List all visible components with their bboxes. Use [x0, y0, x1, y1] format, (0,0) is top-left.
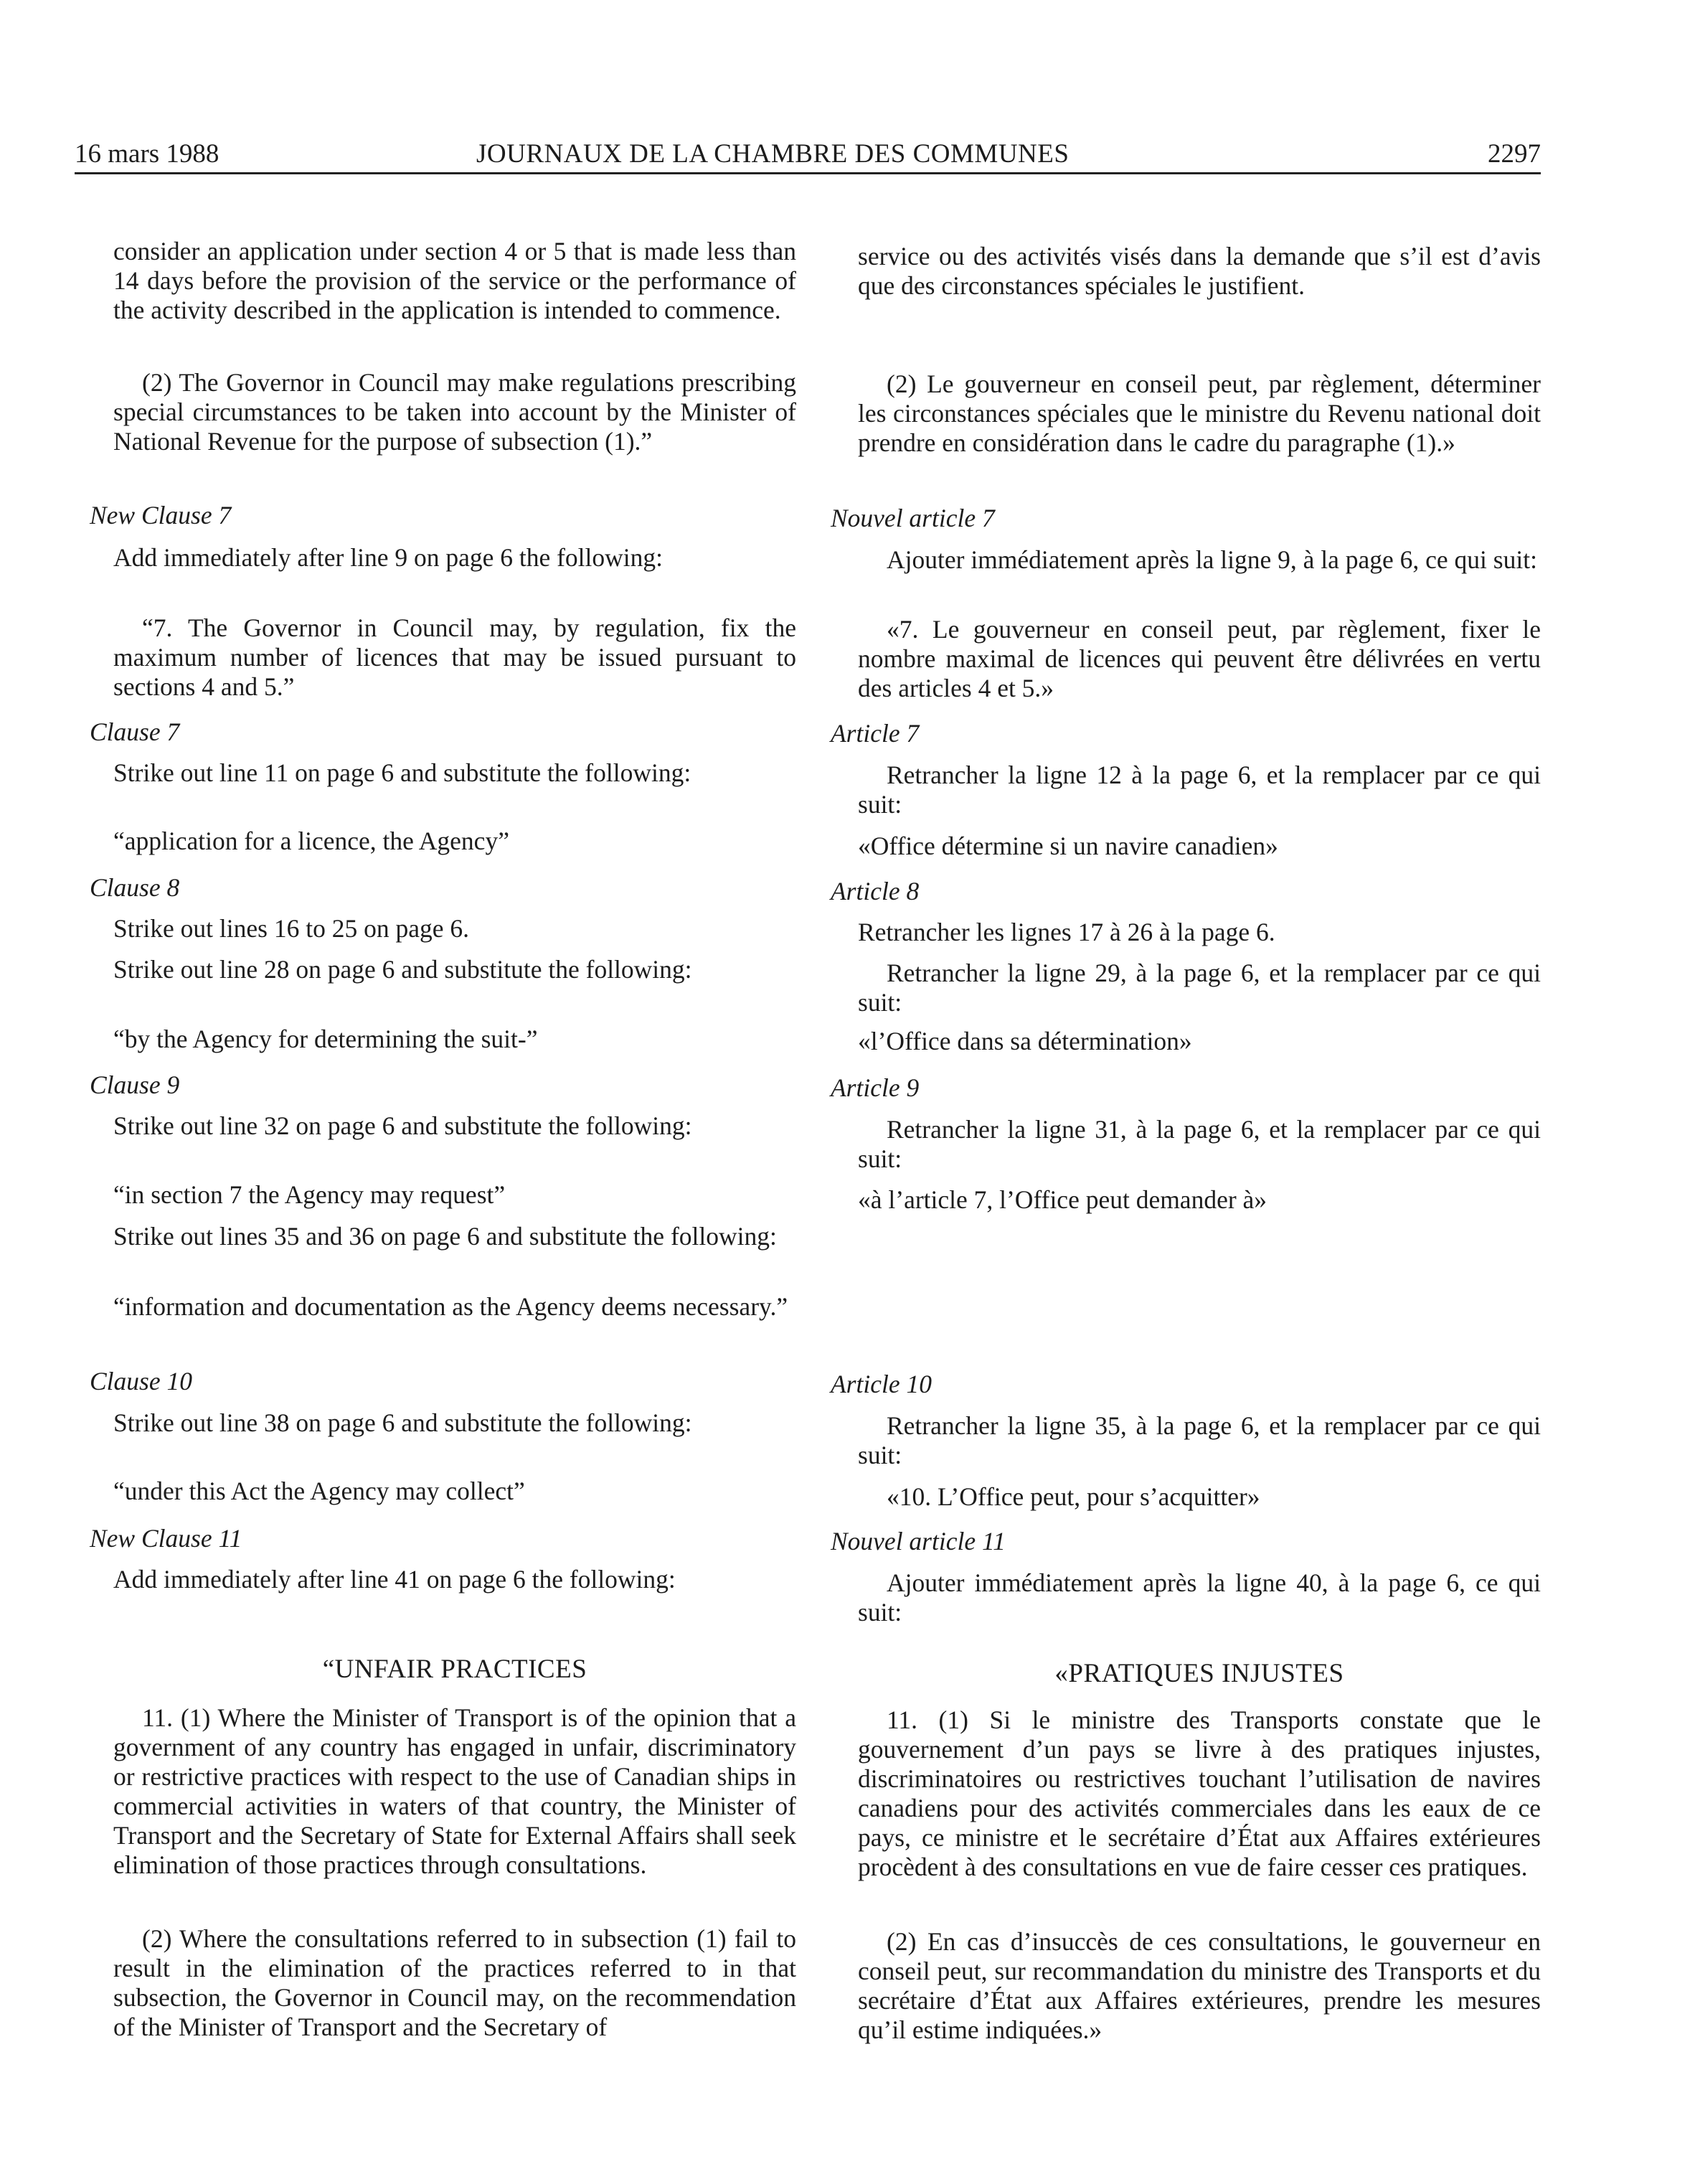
- left-instruction-strike-line-32: Strike out line 32 on page 6 and substitute the following:: [113, 1111, 692, 1140]
- right-heading-article-8: Article 8: [831, 877, 920, 905]
- left-quote-by-the-agency: “by the Agency for determining the suit-”: [113, 1025, 538, 1053]
- left-instruction-strike-line-11: Strike out line 11 on page 6 and substitute the following:: [113, 758, 691, 787]
- running-header: [75, 136, 1541, 174]
- left-paragraph-subsection-2: (2) The Governor in Council may make regulations prescribing special circumstances to be taken into account by the Minister of National Revenue for the purpose of subsection (1).”: [113, 368, 796, 456]
- right-instruction-ajouter-ligne-9: Ajouter immédiatement après la ligne 9, à la page 6, ce qui suit:: [887, 545, 1537, 574]
- right-heading-article-10: Article 10: [831, 1370, 932, 1398]
- right-instruction-retrancher-ligne-35: Retrancher la ligne 35, à la page 6, et la remplacer par ce qui suit:: [858, 1411, 1541, 1469]
- right-instruction-retrancher-ligne-29: Retrancher la ligne 29, à la page 6, et la remplacer par ce qui suit:: [858, 959, 1541, 1017]
- right-instruction-retrancher-lignes-17-26: Retrancher les lignes 17 à 26 à la page 6.: [858, 918, 1275, 946]
- left-heading-clause-8: Clause 8: [90, 873, 180, 902]
- left-instruction-add-line-9: Add immediately after line 9 on page 6 the following:: [113, 543, 664, 572]
- left-quote-information: “information and documentation as the Agency deems necessary.”: [113, 1292, 788, 1321]
- right-quote-article-10: «10. L’Office peut, pour s’acquitter»: [887, 1482, 1260, 1511]
- right-instruction-ajouter-ligne-40: Ajouter immédiatement après la ligne 40, à la page 6, ce qui suit:: [858, 1568, 1541, 1627]
- left-quote-clause-7: “7. The Governor in Council may, by regulation, fix the maximum number of licences that may be issued pursuant to sections 4 and 5.”: [113, 613, 796, 701]
- right-heading-nouvel-article-11: Nouvel article 11: [831, 1527, 1006, 1555]
- left-instruction-strike-lines-35-36: Strike out lines 35 and 36 on page 6 and substitute the following:: [113, 1222, 777, 1251]
- left-heading-clause-9: Clause 9: [90, 1070, 180, 1099]
- right-paragraph-continuation: service ou des activités visés dans la demande que s’il est d’avis que des circonstances spéciales le justifient.: [858, 242, 1541, 300]
- left-instruction-strike-line-38: Strike out line 38 on page 6 and substitute the following:: [113, 1408, 692, 1437]
- right-instruction-retrancher-ligne-12: Retrancher la ligne 12 à la page 6, et la remplacer par ce qui suit:: [858, 761, 1541, 819]
- left-heading-clause-10: Clause 10: [90, 1367, 192, 1395]
- right-heading-article-9: Article 9: [831, 1073, 920, 1102]
- right-instruction-retrancher-ligne-31: Retrancher la ligne 31, à la page 6, et la remplacer par ce qui suit:: [858, 1115, 1541, 1173]
- right-heading-nouvel-article-7: Nouvel article 7: [831, 504, 995, 532]
- page-number: 2297: [1488, 139, 1541, 169]
- right-paragraph-11-2: (2) En cas d’insuccès de ces consultations, le gouverneur en conseil peut, sur recommandation du ministre des Transports et du secrétaire d’État aux Affaires extérieures, prendre les mesures qu’il estime indiquées.»: [858, 1927, 1541, 2044]
- right-paragraph-subsection-2: (2) Le gouverneur en conseil peut, par règlement, déterminer les circonstances spéciales que le ministre du Revenu national doit prendre en considération dans le cadre du paragraphe (1).»: [858, 370, 1541, 457]
- right-heading-article-7: Article 7: [831, 719, 920, 748]
- left-quote-under-this-act: “under this Act the Agency may collect”: [113, 1477, 525, 1505]
- header-date: 16 mars 1988: [75, 139, 219, 169]
- left-instruction-strike-line-28: Strike out line 28 on page 6 and substitute the following:: [113, 955, 692, 984]
- left-instruction-add-line-41: Add immediately after line 41 on page 6 the following:: [113, 1565, 676, 1594]
- left-heading-new-clause-7: New Clause 7: [90, 501, 232, 529]
- left-heading-new-clause-11: New Clause 11: [90, 1524, 242, 1553]
- left-paragraph-continuation: consider an application under section 4 or 5 that is made less than 14 days before the provision of the service or the performance of the activity described in the application is intended to commence.: [113, 237, 796, 324]
- right-section-heading-pratiques-injustes: «PRATIQUES INJUSTES: [1054, 1659, 1344, 1688]
- right-quote-dans-sa-determination: «l’Office dans sa détermination»: [858, 1027, 1192, 1055]
- left-quote-application: “application for a licence, the Agency”: [113, 827, 509, 855]
- header-title: JOURNAUX DE LA CHAMBRE DES COMMUNES: [476, 139, 1070, 169]
- right-quote-office-determine: «Office détermine si un navire canadien»: [858, 832, 1278, 860]
- left-heading-clause-7: Clause 7: [90, 717, 180, 746]
- left-paragraph-11-1: 11. (1) Where the Minister of Transport is of the opinion that a government of any country has engaged in unfair, discriminatory or restrictive practices with respect to the use of Canadian ships in commercial activities in waters of that country, the Minister of Transport and the Secretary of State for External Affairs shall seek elimination of those practices through consultations.: [113, 1703, 796, 1879]
- left-quote-in-section-7: “in section 7 the Agency may request”: [113, 1180, 506, 1209]
- left-paragraph-11-2: (2) Where the consultations referred to in subsection (1) fail to result in the elimination of the practices referred to in that subsection, the Governor in Council may, on the recommendation of the Minister of Transport and the Secretary of: [113, 1924, 796, 2041]
- right-paragraph-11-1: 11. (1) Si le ministre des Transports constate que le gouvernement d’un pays se livre à des pratiques injustes, discriminatoires ou restrictives touchant l’utilisation de navires canadiens pour des activités commerciales dans les eaux de ce pays, ce ministre et le secrétaire d’État aux Affaires extérieures procèdent à des consultations en vue de faire cesser ces pratiques.: [858, 1705, 1541, 1881]
- right-quote-article-7: «7. Le gouverneur en conseil peut, par règlement, fixer le nombre maximal de licences qui peuvent être délivrées en vertu des articles 4 et 5.»: [858, 615, 1541, 702]
- left-instruction-strike-lines-16-25: Strike out lines 16 to 25 on page 6.: [113, 914, 469, 943]
- right-quote-article-7-office: «à l’article 7, l’Office peut demander à»: [858, 1185, 1267, 1214]
- left-section-heading-unfair-practices: “UNFAIR PRACTICES: [322, 1655, 587, 1684]
